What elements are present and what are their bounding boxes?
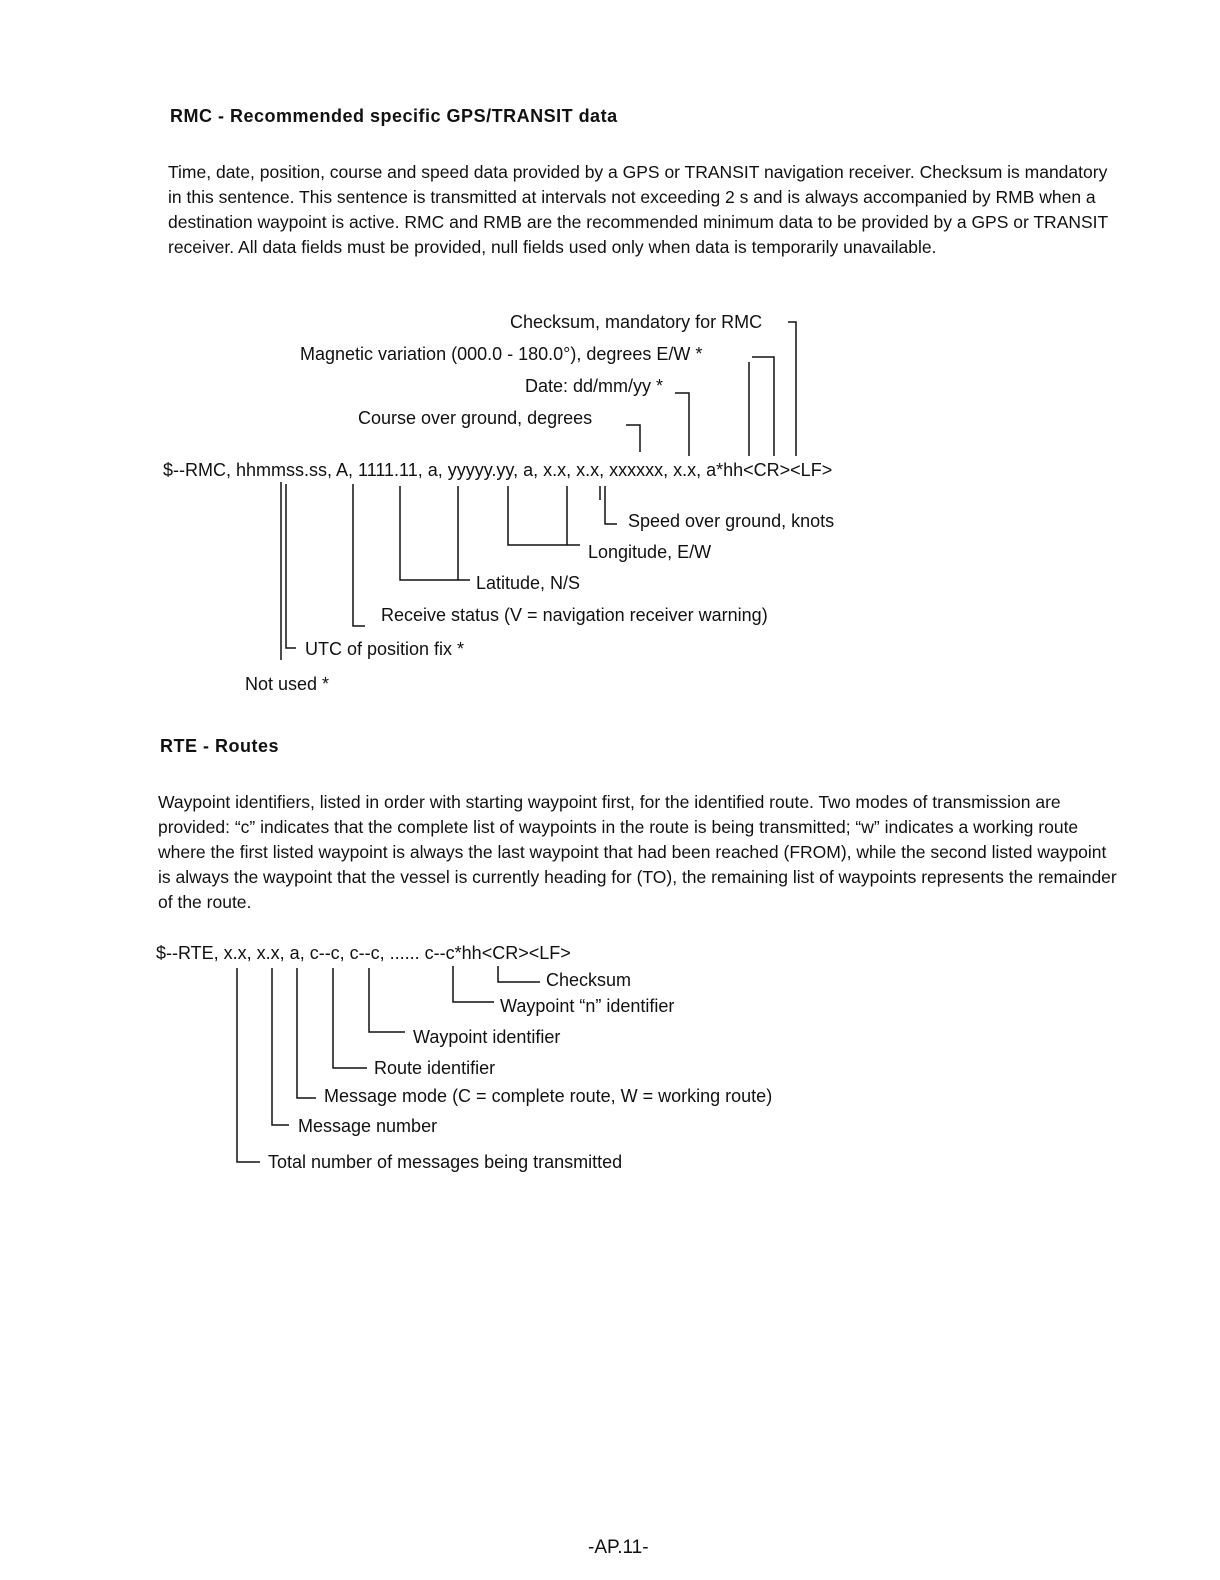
rmc-label-longitude: Longitude, E/W — [588, 542, 712, 562]
rte-leader-waypoint-n — [453, 966, 494, 1002]
rte-leader-route — [333, 968, 367, 1068]
rmc-heading: RMC - Recommended specific GPS/TRANSIT data — [170, 106, 618, 126]
rte-label-checksum: Checksum — [546, 970, 632, 990]
page-number: -AP.11- — [588, 1537, 649, 1558]
rte-leader-total — [237, 968, 260, 1162]
rte-label-message-number: Message number — [298, 1116, 438, 1136]
rmc-description: Time, date, position, course and speed data provided by a GPS or TRANSIT navigation receiver. Checksum is mandatory in this sentence. This sentence is transmitted at intervals not exceeding 2 s and is always accompanied by RMB when a destination waypoint is active. RMC and RMB are the recommended minimum data to be provided by a GPS or TRANSIT receiver. All data fields must be provided, null fields used only when data is temporarily unavailable. — [168, 162, 1108, 257]
rmc-sentence-format: $--RMC, hhmmss.ss, A, 1111.11, a, yyyyy.yy, a, x.x, x.x, xxxxxx, x.x, a*hh<CR><LF> — [163, 460, 833, 480]
rmc-label-not-used: Not used * — [245, 674, 330, 694]
rmc-label-speed: Speed over ground, knots — [628, 511, 835, 531]
rmc-label-checksum: Checksum, mandatory for RMC — [510, 312, 763, 332]
rte-heading: RTE - Routes — [160, 736, 280, 756]
rte-label-waypoint: Waypoint identifier — [413, 1027, 561, 1047]
rmc-label-latitude: Latitude, N/S — [476, 573, 581, 593]
rte-label-message-mode: Message mode (C = complete route, W = working route) — [324, 1086, 773, 1106]
rte-leader-message-number — [272, 968, 289, 1125]
rte-label-waypoint-n: Waypoint “n” identifier — [500, 996, 675, 1016]
rte-leader-checksum — [498, 966, 540, 982]
rmc-label-course: Course over ground, degrees — [358, 408, 593, 428]
rmc-label-date: Date: dd/mm/yy * — [525, 376, 664, 396]
rmc-label-magnetic-variation: Magnetic variation (000.0 - 180.0°), degrees E/W * — [300, 344, 703, 364]
rte-leader-waypoint — [369, 968, 405, 1032]
rte-description: Waypoint identifiers, listed in order with starting waypoint first, for the identified route. Two modes of transmission are provided: “c” indicates that the complete list of waypoints in the route is being transmitted; “w” indicates a working route where the first listed waypoint is always the last waypoint that had been reached (FROM), while the second listed waypoint is always the waypoint that the vessel is currently heading for (TO), the remaining list of waypoints represents the remainder of the route. — [158, 792, 1117, 912]
rte-leader-message-mode — [297, 968, 316, 1098]
rte-sentence-format: $--RTE, x.x, x.x, a, c--c, c--c, ...... c--c*hh<CR><LF> — [156, 943, 571, 963]
rmc-label-receive-status: Receive status (V = navigation receiver warning) — [381, 605, 768, 625]
rte-label-total-messages: Total number of messages being transmitted — [268, 1152, 623, 1172]
rmc-label-utc: UTC of position fix * — [305, 639, 465, 659]
rte-label-route: Route identifier — [374, 1058, 496, 1078]
